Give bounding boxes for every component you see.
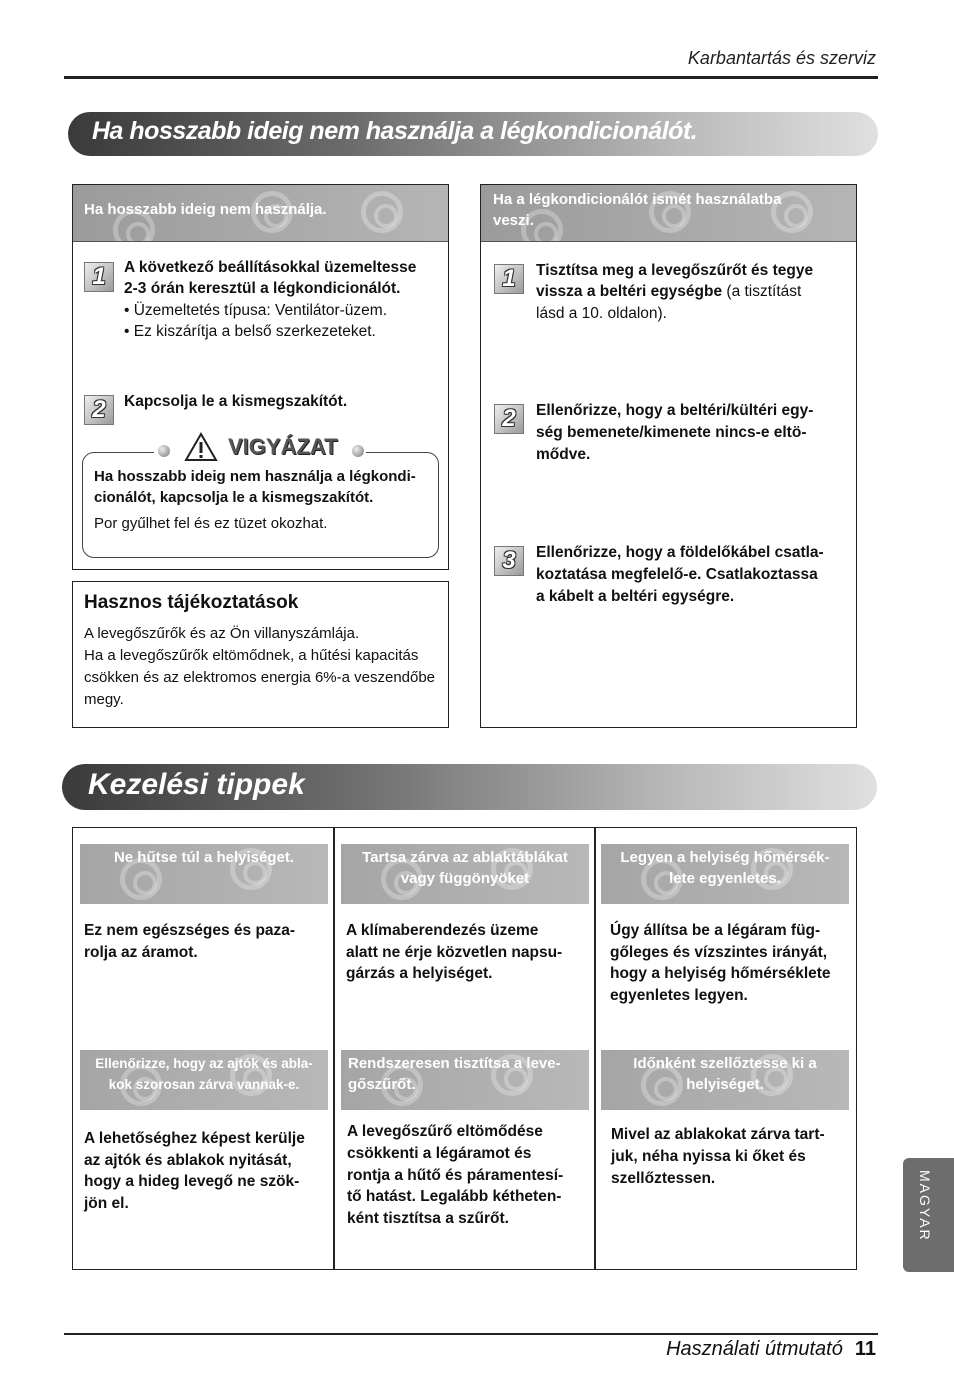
step-1-badge: 1 xyxy=(84,262,114,292)
tip-3-line1: Úgy állítsa be a légáram füg- xyxy=(610,922,821,939)
right-step-3-line1: Ellenőrizze, hogy a földelőkábel csatla- xyxy=(536,544,824,561)
caution-title: VIGYÁZAT xyxy=(228,434,338,459)
left-step-2-text: Kapcsolja le a kismegszakítót. xyxy=(124,393,348,410)
tip-bar-line2: gőszűrőt. xyxy=(348,1076,416,1093)
right-step-2-line2: ség bemenete/kimenete nincs-e eltö- xyxy=(536,424,807,441)
caution-line2: cionálót, kapcsolja le a kismegszakítót. xyxy=(94,489,374,506)
left-step-1-line2: 2-3 órán keresztül a légkondicionálót. xyxy=(124,280,401,297)
tip-bar xyxy=(341,1050,589,1110)
tip-bar-line2: vagy függönyöket xyxy=(400,870,530,887)
tip-4-line3: hogy a hideg levegő ne szök- xyxy=(84,1173,300,1190)
caution-line3: Por gyűlhet fel és ez tüzet okozhat. xyxy=(94,515,328,532)
reuse-bar xyxy=(481,185,856,242)
useful-info-title: Hasznos tájékoztatások xyxy=(84,592,299,613)
tip-bar xyxy=(341,844,589,904)
section-banner-long-term: Ha hosszabb ideig nem használja a légkondicionálót. xyxy=(68,112,878,156)
useful-info-line3: csökken és az elektromos energia 6%-a veszendőbe xyxy=(84,669,436,686)
useful-info-line1: A levegőszűrők és az Ön villanyszámlája. xyxy=(84,625,360,642)
tip-bar-line2: lete egyenletes. xyxy=(669,870,781,887)
section-banner-tips: Kezelési tippek xyxy=(62,764,877,810)
tip-1-line1: Ez nem egészséges és paza- xyxy=(84,922,296,939)
running-footer xyxy=(666,1338,876,1361)
tip-bar-line1: Ne hűtse túl a helyiséget. xyxy=(113,849,295,866)
tip-bar xyxy=(80,844,328,904)
useful-info-line2: Ha a levegőszűrők eltömődnek, a hűtési kapacitás xyxy=(84,647,419,664)
tip-bar-line2: kok szorosan zárva vannak-e. xyxy=(108,1077,300,1092)
right-step-1-line1: Tisztítsa meg a levegőszűrőt és tegye xyxy=(536,262,814,279)
caution-dot-right-icon xyxy=(352,445,364,457)
right-step-1-line3: lásd a 10. oldalon). xyxy=(536,305,667,322)
tip-bar-line1: Tartsa zárva az ablaktáblákat xyxy=(362,849,568,866)
useful-info-line4: megy. xyxy=(84,691,124,708)
tip-2-line3: gárzás a helyiséget. xyxy=(346,965,493,982)
swirl-decor-icon xyxy=(361,191,403,233)
tip-3-line2: gőleges és vízszintes irányát, xyxy=(610,944,828,961)
tip-4-line2: az ajtók és ablakok nyitását, xyxy=(84,1152,292,1169)
tip-bar-line1: Rendszeresen tisztítsa a leve- xyxy=(348,1055,561,1072)
tip-6-line1: Mivel az ablakokat zárva tart- xyxy=(611,1126,825,1143)
right-step-1-line2-bold: vissza a beltéri egységbe xyxy=(536,283,723,300)
running-header: Karbantartás és szerviz xyxy=(687,48,876,68)
step-3-badge: 3 xyxy=(494,546,524,576)
tip-bar xyxy=(601,1050,849,1110)
tip-2-line1: A klímaberendezés üzeme xyxy=(346,922,539,939)
language-tab-label: MAGYAR xyxy=(917,1170,933,1242)
tip-5-line2: csökkenti a légáramot és xyxy=(347,1145,532,1162)
left-step-1-bullet2: • Ez kiszárítja a belső szerkezeteket. xyxy=(124,323,376,340)
tip-6-line3: szellőztessen. xyxy=(611,1170,716,1187)
long-term-storage-bar-label: Ha hosszabb ideig nem használja. xyxy=(84,201,327,218)
tip-bar-line1: Ellenőrizze, hogy az ajtók és abla- xyxy=(95,1056,313,1071)
caution-line1: Ha hosszabb ideig nem használja a légkondi- xyxy=(94,468,416,485)
right-step-3-line3: a kábelt a beltéri egységre. xyxy=(536,588,735,605)
reuse-bar-line2: veszi. xyxy=(493,212,534,229)
tip-5-line1: A levegőszűrő eltömődése xyxy=(347,1123,543,1140)
tips-divider xyxy=(594,827,596,1270)
right-step-3-line2: koztatása megfelelő-e. Csatlakoztassa xyxy=(536,566,818,583)
tip-5-line3: rontja a hűtő és páramentesí- xyxy=(347,1167,564,1184)
tip-bar-line2: helyiséget. xyxy=(686,1076,764,1093)
footer-rule xyxy=(64,1333,878,1335)
tip-1-line2: rolja az áramot. xyxy=(84,944,198,961)
tip-bar xyxy=(80,1050,328,1110)
right-step-2-line1: Ellenőrizze, hogy a beltéri/kültéri egy- xyxy=(536,402,814,419)
long-term-storage-bar xyxy=(73,185,448,242)
footer-title: Használati útmutató xyxy=(666,1338,843,1360)
tip-bar-line1: Legyen a helyiség hőmérsék- xyxy=(620,849,830,866)
tips-divider xyxy=(333,827,335,1270)
tip-5-line4: tő hatást. Legalább kétheten- xyxy=(347,1188,562,1205)
tip-6-line2: juk, néha nyissa ki őket és xyxy=(611,1148,806,1165)
caution-dot-left-icon xyxy=(158,445,170,457)
step-1-badge: 1 xyxy=(494,264,524,294)
tip-2-line2: alatt ne érje közvetlen napsu- xyxy=(346,944,563,961)
page-number: 11 xyxy=(854,1338,876,1360)
tip-3-line3: hogy a helyiség hőmérséklete xyxy=(610,965,831,982)
right-step-1-line2 xyxy=(536,281,801,303)
step-2-badge: 2 xyxy=(494,404,524,434)
left-step-1-line1: A következő beállításokkal üzemeltesse xyxy=(124,259,417,276)
header-rule xyxy=(64,76,878,79)
tip-4-line4: jön el. xyxy=(84,1195,129,1212)
left-step-1-bullet1: • Üzemeltetés típusa: Ventilátor-üzem. xyxy=(124,302,388,319)
tip-3-line4: egyenletes legyen. xyxy=(610,987,748,1004)
reuse-bar-line1: Ha a légkondicionálót ismét használatba xyxy=(493,191,782,208)
right-step-2-line3: mődve. xyxy=(536,446,591,463)
warning-triangle-icon xyxy=(184,432,218,462)
tip-5-line5: ként tisztítsa a szűrőt. xyxy=(347,1210,509,1227)
step-2-badge: 2 xyxy=(84,395,114,425)
tip-bar xyxy=(601,844,849,904)
tip-4-line1: A lehetőséghez képest kerülje xyxy=(84,1130,305,1147)
right-step-1-line2-normal: (a tisztítást xyxy=(722,283,802,300)
tip-bar-line1: Időnként szellőztesse ki a xyxy=(633,1055,817,1072)
